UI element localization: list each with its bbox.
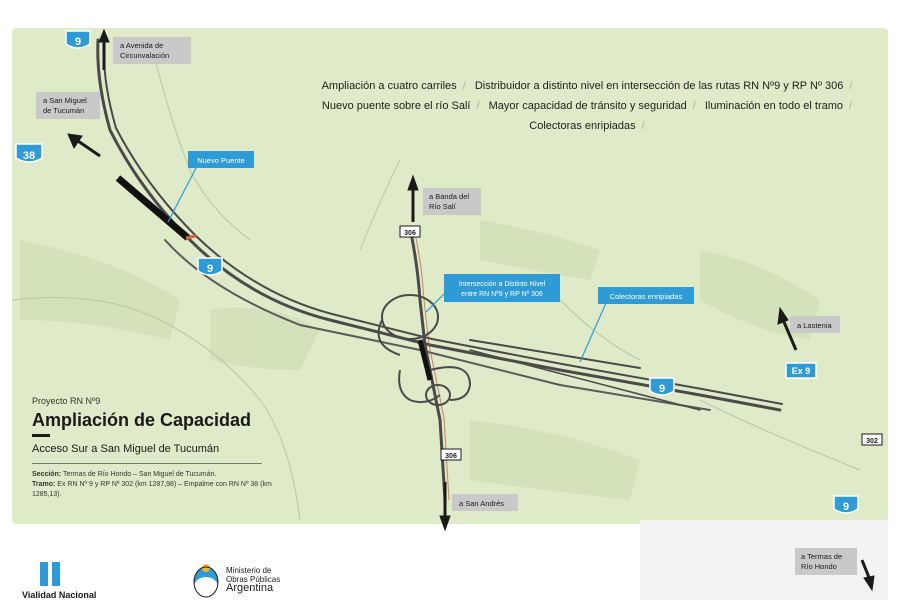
divider: [32, 463, 262, 464]
svg-text:9: 9: [842, 501, 850, 513]
feature-item: Ampliación a cuatro carriles: [321, 80, 457, 92]
shield-rn38: [16, 144, 42, 162]
bridge-marker: [186, 236, 196, 238]
dest-termas-1: a Termas de: [801, 552, 843, 561]
dest-banda-1: a Banda del: [429, 192, 470, 201]
svg-text:9: 9: [74, 36, 82, 48]
feature-item: Distribuidor a distinto nivel en intersección de las rutas RN Nº9 y RP Nº 306: [474, 80, 844, 92]
shield-rn9-bottom: [834, 496, 858, 513]
svg-text:306: 306: [404, 230, 416, 237]
ministerio-line2: Obras Públicas: [226, 575, 281, 584]
seccion-value: Termas de Río Hondo – San Miguel de Tucumán.: [63, 471, 217, 478]
project-label: Proyecto RN Nº9: [32, 396, 101, 406]
ministerio-text: [226, 566, 336, 593]
feature-item: Mayor capacidad de tránsito y seguridad: [488, 100, 687, 112]
svg-text:9: 9: [206, 263, 214, 275]
svg-text:302: 302: [866, 438, 878, 445]
callout-interseccion-text-2: entre RN Nº9 y RP Nº 306: [461, 291, 543, 298]
callout-puente-text: Nuevo Puente: [197, 156, 245, 165]
dest-termas-2: Río Hondo: [801, 562, 837, 571]
seccion-label: Sección:: [32, 471, 62, 478]
title-underline: [32, 434, 50, 437]
dest-lastenia: a Lastenia: [797, 321, 832, 330]
svg-text:306: 306: [445, 453, 457, 460]
svg-text:38: 38: [22, 150, 36, 162]
shield-rp302: [862, 434, 882, 445]
shield-rn9-bridge: [198, 258, 222, 275]
shield-ex9: [786, 363, 816, 378]
dest-san-andres: a San Andrés: [459, 499, 505, 508]
argentina-label: Argentina: [226, 582, 274, 594]
dest-circunvalacion-1: a Avenida de: [120, 41, 164, 50]
dest-smt-2: de Tucumán: [43, 106, 85, 115]
vialidad-name: Vialidad Nacional: [22, 590, 97, 600]
project-title-block: [32, 396, 272, 500]
callout-colectoras-text: Colectoras enripiadas: [609, 292, 683, 301]
callout-interseccion-text-1: Intersección a Distinto Nivel: [458, 281, 546, 288]
feature-item: Colectoras enripiadas: [529, 120, 636, 132]
feature-item: Nuevo puente sobre el río Salí: [321, 100, 471, 112]
features-list: Ampliación a cuatro carriles / Distribuidor a distinto nivel en intersección de las rutas RN Nº9 y RP Nº 306 / Nuevo puente sobre el río Salí / Mayor capacidad de tránsito y seguridad / Iluminación en todo el tramo / Colectoras enripiadas /: [321, 80, 853, 132]
shield-rn9-top: [66, 31, 90, 48]
feature-item: Iluminación en todo el tramo: [704, 100, 844, 112]
project-subtitle: Acceso Sur a San Miguel de Tucumán: [32, 443, 220, 455]
dest-smt-1: a San Miguel: [43, 96, 87, 105]
dest-banda-2: Río Salí: [429, 202, 456, 211]
shield-rp306-north: [400, 226, 420, 237]
dest-circunvalacion-2: Circunvalación: [120, 51, 170, 60]
project-title: Ampliación de Capacidad: [32, 410, 252, 430]
svg-text:9: 9: [658, 383, 666, 395]
tramo-value: Ex RN Nº 9 y RP Nº 302 (km 1287,98) – Empalme con RN Nº 38 (km 1285,13).: [32, 481, 272, 498]
vialidad-mark-icon: [40, 562, 62, 586]
project-info: [32, 470, 272, 500]
shield-rp306-south: [441, 449, 461, 460]
tramo-label: Tramo:: [32, 481, 56, 488]
shield-rn9-east: [650, 378, 674, 395]
vialidad-logo: [22, 562, 132, 600]
ministerio-line1: Ministerio de: [226, 566, 272, 575]
svg-text:Ex 9: Ex 9: [791, 366, 811, 376]
